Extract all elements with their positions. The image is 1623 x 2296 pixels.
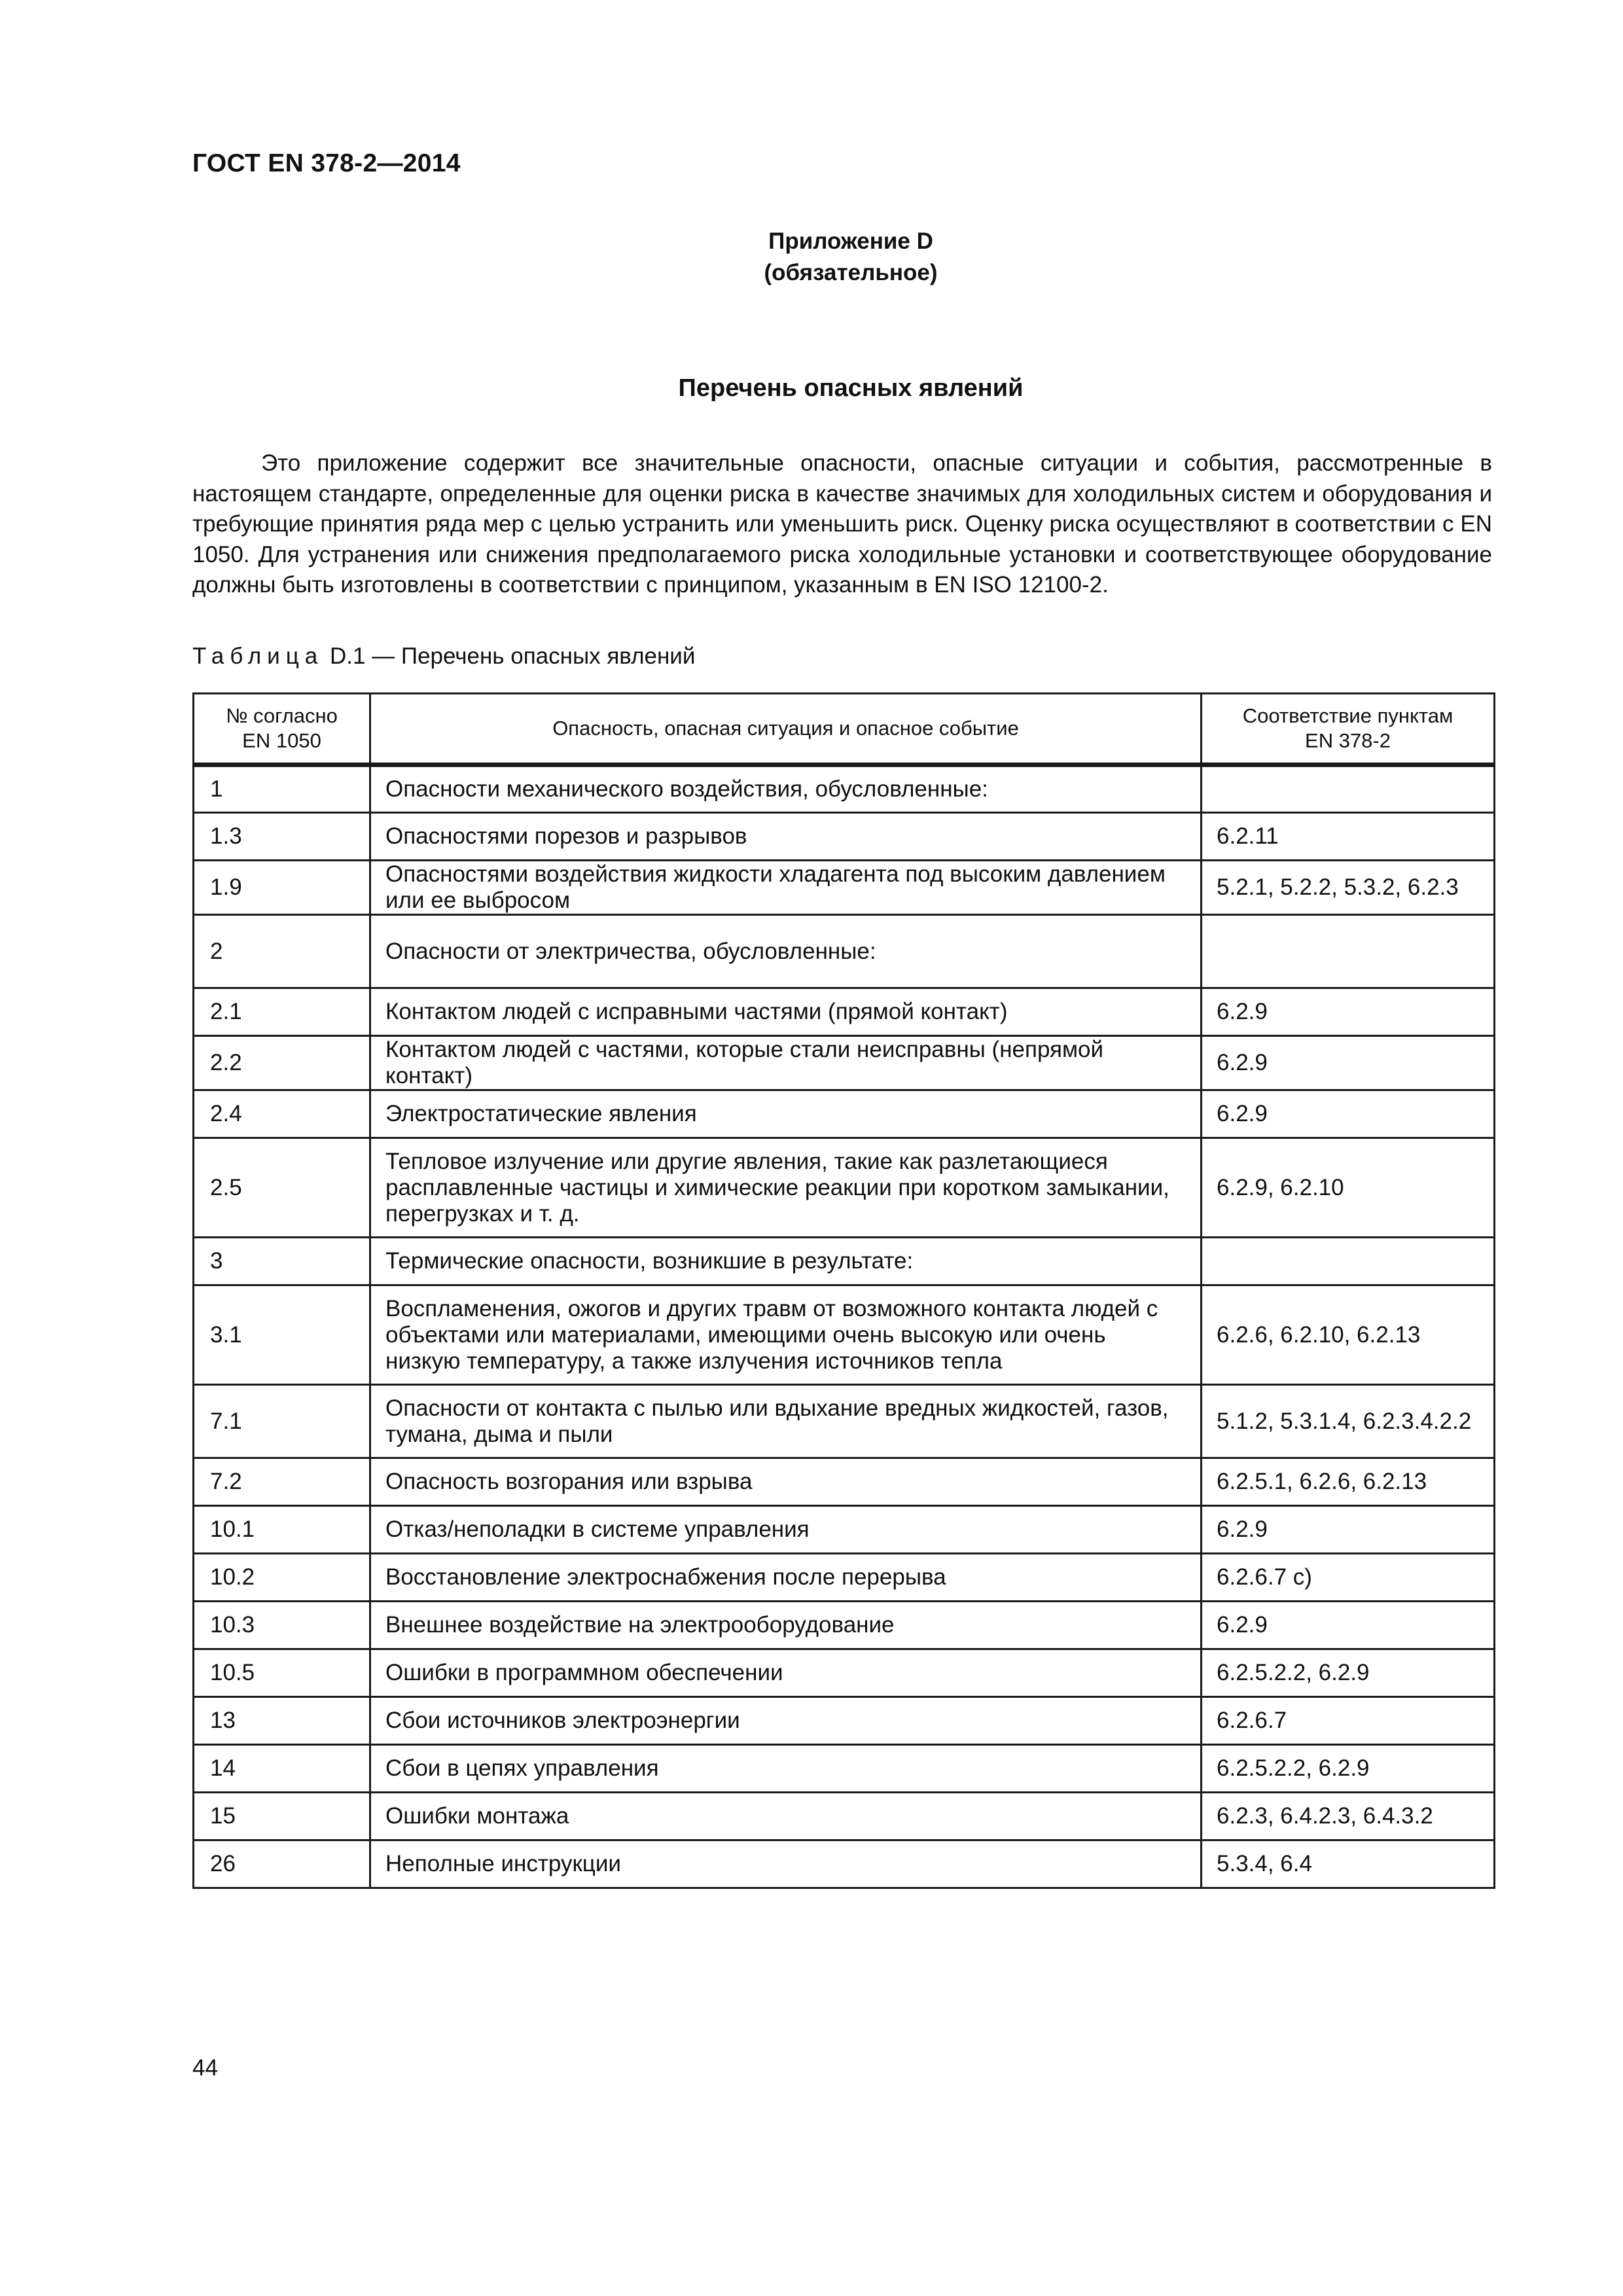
row-clauses: 6.2.6, 6.2.10, 6.2.13 [1202, 1285, 1495, 1385]
hazard-table [192, 692, 1495, 1889]
row-number: 10.1 [194, 1506, 370, 1554]
row-hazard: Опасность возгорания или взрыва [370, 1458, 1202, 1506]
row-clauses: 5.3.4, 6.4 [1202, 1840, 1495, 1888]
row-number: 3 [194, 1238, 370, 1285]
intro-paragraph: Это приложение содержит все значительные опасности, опасные ситуации и события, рассмотренные в настоящем стандарте, определенные для оценки риска в качестве значимых для холодильных систем и оборудования и требующие принятия ряда мер с целью устранить или уменьшить риск. Оценку риска осуществляют в соответствии с EN 1050. Для устранения или снижения предполагаемого риска холодильные установки и соответствующее оборудование должны быть изготовлены в соответствии с принципом, указанным в EN ISO 12100-2. [192, 450, 1492, 598]
row-number: 1.3 [194, 813, 370, 861]
row-hazard: Внешнее воздействие на электрооборудование [370, 1602, 1202, 1649]
row-clauses: 5.2.1, 5.2.2, 5.3.2, 6.2.3 [1202, 861, 1495, 915]
annex-status: (обязательное) [764, 260, 938, 285]
row-hazard: Восстановление электроснабжения после перерыва [370, 1554, 1202, 1602]
row-hazard: Ошибки монтажа [370, 1793, 1202, 1840]
table-row [194, 1036, 1495, 1090]
page-number: 44 [192, 2055, 218, 2081]
row-hazard: Сбои источников электроэнергии [370, 1697, 1202, 1745]
table-header-row [194, 694, 1495, 765]
row-clauses [1202, 1238, 1495, 1285]
row-hazard: Контактом людей с частями, которые стали неисправны (непрямой контакт) [370, 1036, 1202, 1090]
row-number: 3.1 [194, 1285, 370, 1385]
row-hazard: Контактом людей с исправными частями (прямой контакт) [370, 988, 1202, 1036]
row-clauses: 6.2.9 [1202, 1506, 1495, 1554]
table-row [194, 1554, 1495, 1602]
header-clauses-line2: EN 378-2 [1305, 729, 1391, 752]
table-row [194, 1697, 1495, 1745]
header-en1050-line2: EN 1050 [242, 729, 321, 752]
row-clauses [1202, 915, 1495, 988]
row-hazard: Тепловое излучение или другие явления, такие как разлетающиеся расплавленные частицы и химические реакции при коротком замыкании, перегрузках и т. д. [370, 1138, 1202, 1238]
row-number: 13 [194, 1697, 370, 1745]
row-number: 26 [194, 1840, 370, 1888]
row-hazard: Сбои в цепях управления [370, 1745, 1202, 1793]
row-number: 2 [194, 915, 370, 988]
table-row [194, 1090, 1495, 1138]
annex-title: Приложение D [768, 228, 933, 254]
table-row [194, 1458, 1495, 1506]
row-clauses: 6.2.9 [1202, 988, 1495, 1036]
table-row [194, 861, 1495, 915]
row-clauses: 6.2.9 [1202, 1602, 1495, 1649]
row-number: 10.5 [194, 1649, 370, 1697]
header-clauses [1202, 694, 1495, 765]
row-number: 1 [194, 765, 370, 813]
row-clauses: 6.2.6.7 с) [1202, 1554, 1495, 1602]
row-number: 2.1 [194, 988, 370, 1036]
row-hazard: Опасностями порезов и разрывов [370, 813, 1202, 861]
table-caption-label: Таблица [192, 643, 324, 669]
table-row [194, 1602, 1495, 1649]
row-hazard: Отказ/неполадки в системе управления [370, 1506, 1202, 1554]
row-hazard: Опасности механического воздействия, обусловленные: [370, 765, 1202, 813]
row-clauses: 6.2.5.2.2, 6.2.9 [1202, 1649, 1495, 1697]
table-row [194, 1840, 1495, 1888]
row-number: 2.2 [194, 1036, 370, 1090]
table-row [194, 915, 1495, 988]
table-row [194, 1506, 1495, 1554]
row-clauses: 6.2.9 [1202, 1090, 1495, 1138]
header-clauses-line1: Соответствие пунктам [1242, 704, 1454, 727]
table-row [194, 813, 1495, 861]
table-row [194, 1793, 1495, 1840]
row-number: 7.2 [194, 1458, 370, 1506]
table-row [194, 988, 1495, 1036]
header-en1050-number [194, 694, 370, 765]
section-title: Перечень опасных явлений [678, 374, 1024, 402]
row-clauses: 6.2.9, 6.2.10 [1202, 1138, 1495, 1238]
row-number: 1.9 [194, 861, 370, 915]
row-number: 10.3 [194, 1602, 370, 1649]
row-number: 2.4 [194, 1090, 370, 1138]
row-number: 10.2 [194, 1554, 370, 1602]
header-en1050-line1: № согласно [226, 704, 338, 727]
table-row [194, 1138, 1495, 1238]
row-clauses: 6.2.5.2.2, 6.2.9 [1202, 1745, 1495, 1793]
table-caption [192, 643, 695, 670]
table-row [194, 1745, 1495, 1793]
row-number: 2.5 [194, 1138, 370, 1238]
header-hazard: Опасность, опасная ситуация и опасное событие [370, 694, 1202, 765]
row-number: 14 [194, 1745, 370, 1793]
hazard-table-body [194, 765, 1495, 1888]
row-hazard: Опасности от контакта с пылью или вдыхание вредных жидкостей, газов, тумана, дыма и пыли [370, 1385, 1202, 1458]
row-hazard: Опасностями воздействия жидкости хладагента под высоким давлением или ее выбросом [370, 861, 1202, 915]
row-hazard: Термические опасности, возникшие в результате: [370, 1238, 1202, 1285]
row-hazard: Неполные инструкции [370, 1840, 1202, 1888]
row-clauses: 6.2.6.7 [1202, 1697, 1495, 1745]
row-hazard: Ошибки в программном обеспечении [370, 1649, 1202, 1697]
row-hazard: Опасности от электричества, обусловленные: [370, 915, 1202, 988]
row-clauses: 6.2.11 [1202, 813, 1495, 861]
row-number: 15 [194, 1793, 370, 1840]
row-clauses: 6.2.5.1, 6.2.6, 6.2.13 [1202, 1458, 1495, 1506]
table-caption-text: D.1 — Перечень опасных явлений [329, 643, 696, 669]
row-clauses: 6.2.3, 6.4.2.3, 6.4.3.2 [1202, 1793, 1495, 1840]
row-clauses: 5.1.2, 5.3.1.4, 6.2.3.4.2.2 [1202, 1385, 1495, 1458]
row-hazard: Воспламенения, ожогов и других травм от возможного контакта людей с объектами или материалами, имеющими очень высокую или очень низкую температуру, а также излучения источников тепла [370, 1285, 1202, 1385]
row-clauses [1202, 765, 1495, 813]
table-row [194, 765, 1495, 813]
table-row [194, 1285, 1495, 1385]
row-hazard: Электростатические явления [370, 1090, 1202, 1138]
row-number: 7.1 [194, 1385, 370, 1458]
table-row [194, 1649, 1495, 1697]
table-row [194, 1238, 1495, 1285]
row-clauses: 6.2.9 [1202, 1036, 1495, 1090]
document-header: ГОСТ EN 378-2—2014 [192, 149, 461, 177]
table-row [194, 1385, 1495, 1458]
